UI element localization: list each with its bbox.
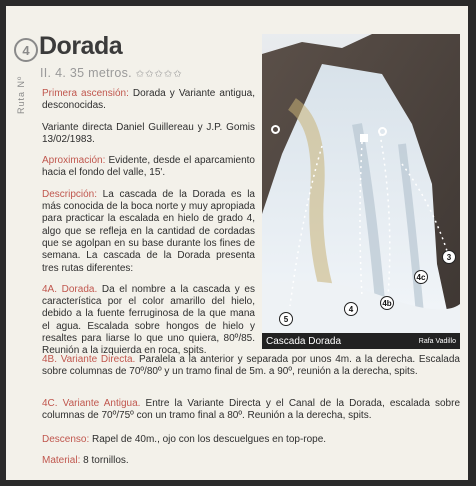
left-column-text	[42, 88, 255, 367]
waterfall-photo	[262, 34, 460, 349]
paragraph-label: Aproximación:	[42, 155, 106, 167]
route-4b-paragraph	[42, 354, 460, 379]
ice-waterfall-image	[262, 34, 460, 349]
route-marker-4b: 4b	[380, 296, 394, 310]
paragraph-label: Descenso:	[42, 434, 90, 445]
paragraph-label: Material:	[42, 455, 81, 466]
material-paragraph	[42, 455, 460, 467]
paragraph-label: 4C. Variante Antigua.	[42, 398, 141, 409]
route-number-label: Ruta Nº	[16, 75, 26, 114]
description-paragraph	[42, 189, 255, 275]
route-grade-line	[40, 66, 183, 80]
paragraph-label: Descripción:	[42, 188, 98, 200]
route-number-badge: 4	[14, 38, 38, 62]
paragraph-label: 4B. Variante Directa.	[42, 354, 136, 365]
route-start-marker	[360, 134, 368, 142]
paragraph-text: Rapel de 40m., ojo con los descuelgues en top-rope.	[89, 434, 327, 445]
route-title: Dorada	[39, 32, 123, 60]
first-ascent-paragraph	[42, 88, 255, 113]
route-4a-paragraph	[42, 284, 255, 358]
paragraph-text: La cascada de la Dorada es la más conocida de la boca norte y muy apropiada para practicar la escalada en hielo de grado 4, algo que se refleja en la cantidad de cordadas que se agolpan en su base durante los fines de semana. La cascada de la Dorada presenta tres rutas diferentes:	[42, 188, 255, 274]
direct-variant-paragraph	[42, 122, 255, 147]
route-marker-5: 5	[279, 312, 293, 326]
descent-paragraph	[42, 434, 460, 446]
belay-ring-marker	[378, 127, 387, 136]
paragraph-text: Evidente, desde el aparcamiento hacia el fondo del valle, 15'.	[42, 155, 255, 179]
rating-stars-icon: ✩✩✩✩✩	[135, 69, 183, 80]
guidebook-page	[6, 6, 468, 480]
route-marker-4: 4	[344, 302, 358, 316]
photo-caption-bar	[262, 333, 460, 349]
paragraph-text: Dorada y Variante antigua, desconocidas.	[42, 88, 255, 112]
paragraph-label: 4A. Dorada.	[42, 283, 98, 295]
paragraph-text: Entre la Variante Directa y el Canal de la Dorada, escalada sobre columnas de 70º/75º con un tramo final a 80º. Reunión a la derecha, spits.	[42, 398, 460, 422]
paragraph-text: 8 tornillos.	[80, 455, 129, 466]
paragraph-text: Da el nombre a la cascada y es característica por el color amarillo del hielo, debido a la fuente ferruginosa de la que mana el agua. Escalada sobre hongos de hielo y resaltes para liarse lo que uno quiera, 80º/85. Reunión a la izquierda en roca, spits.	[42, 283, 255, 357]
paragraph-label: Primera ascensión:	[42, 88, 129, 99]
approach-paragraph	[42, 155, 255, 180]
route-4c-paragraph	[42, 398, 460, 423]
route-marker-4c: 4c	[414, 270, 428, 284]
paragraph-text: Variante directa Daniel Guillereau y J.P. Gomis 13/02/1983.	[42, 121, 255, 145]
route-marker-3: 3	[442, 250, 456, 264]
photo-credit: Rafa Vadillo	[418, 337, 456, 345]
photo-caption: Cascada Dorada	[266, 335, 342, 347]
grade-text: II. 4. 35 metros.	[40, 66, 132, 80]
paragraph-text: Paralela a la anterior y separada por unos 4m. a la derecha. Escalada sobre columnas de 70º/80º y un tramo final de 5m. a 90º, reunión a la derecha, spits.	[42, 354, 460, 378]
belay-ring-marker	[271, 125, 280, 134]
